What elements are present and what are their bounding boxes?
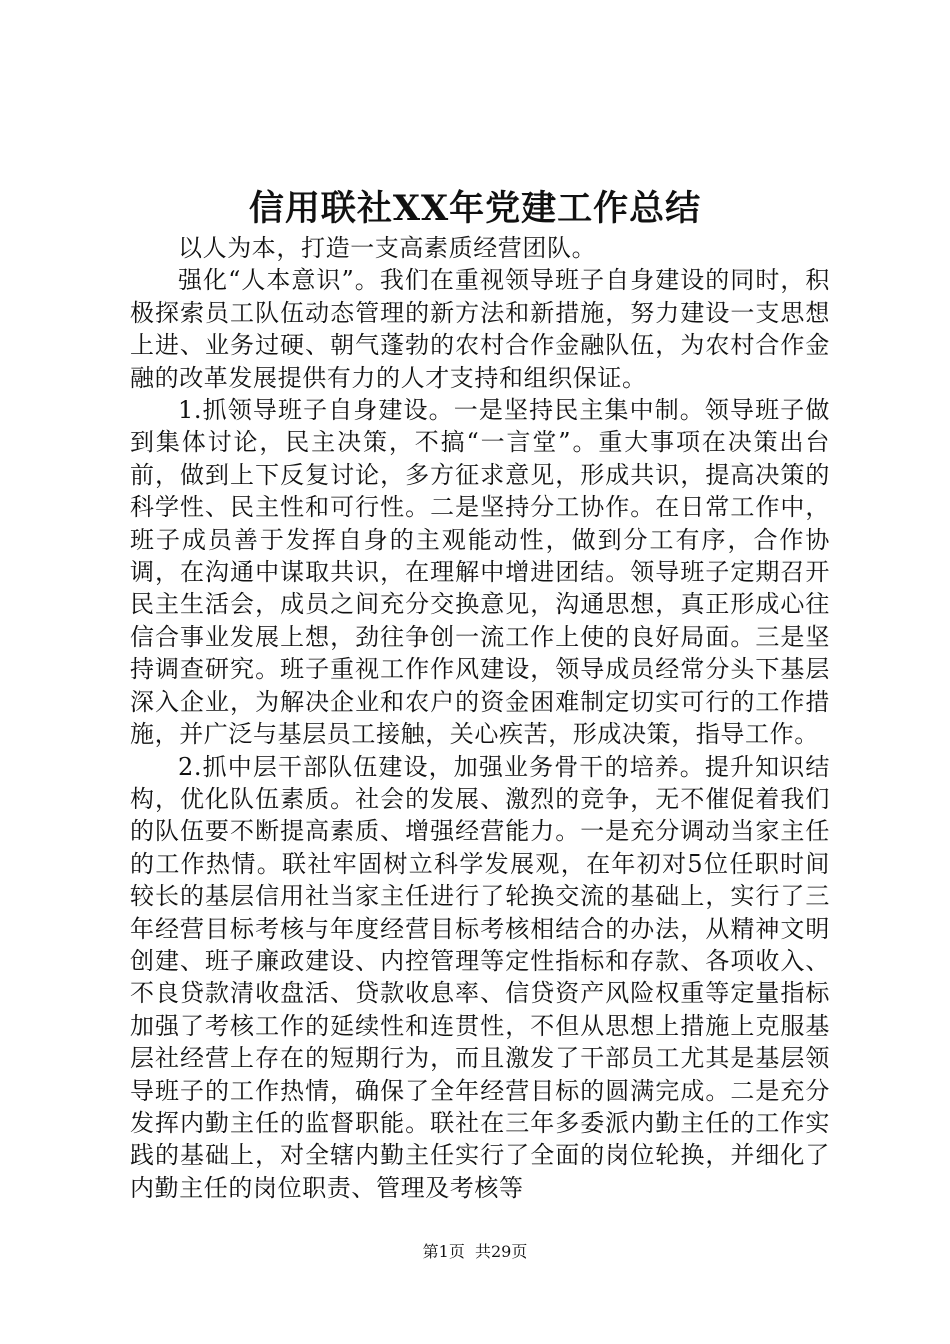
paragraph-3: 1.抓领导班子自身建设。一是坚持民主集中制。领导班子做到集体讨论，民主决策，不搞“一言堂”。重大事项在决策出台前，做到上下反复讨论，多方征求意见，形成共识，提高决策的科学性、民主性和可行性。二是坚持分工协作。在日常工作中，班子成员善于发挥自身的主观能动性，做到分工有序，合作协调，在沟通中谋取共识，在理解中增进团结。领导班子定期召开民主生活会，成员之间充分交换意见，沟通思想，真正形成心往信合事业发展上想，劲往争创一流工作上使的良好局面。三是坚持调查研究。班子重视工作作风建设，领导成员经常分头下基层深入企业，为解决企业和农户的资金困难制定切实可行的工作措施，并广泛与基层员工接触，关心疾苦，形成决策，指导工作。: [130, 396, 830, 749]
document-body: [130, 232, 830, 1204]
paragraph-2: 强化“人本意识”。我们在重视领导班子自身建设的同时，积极探索员工队伍动态管理的新方法和新措施，努力建设一支思想上进、业务过硬、朝气蓬勃的农村合作金融队伍，为农村合作金融的改革发展提供有力的人才支持和组织保证。: [130, 266, 830, 392]
page-number-footer: 第1页 共29页: [422, 1242, 528, 1261]
paragraph-4: 2.抓中层干部队伍建设，加强业务骨干的培养。提升知识结构，优化队伍素质。社会的发展、激烈的竞争，无不催促着我们的队伍要不断提高素质、增强经营能力。一是充分调动当家主任的工作热情。联社牢固树立科学发展观，在年初对5位任职时间较长的基层信用社当家主任进行了轮换交流的基础上，实行了三年经营目标考核与年度经营目标考核相结合的办法，从精神文明创建、班子廉政建设、内控管理等定性指标和存款、各项收入、不良贷款清收盘活、贷款收息率、信贷资产风险权重等定量指标加强了考核工作的延续性和连贯性，不但从思想上措施上克服基层社经营上存在的短期行为，而且激发了干部员工尤其是基层领导班子的工作热情，确保了全年经营目标的圆满完成。二是充分发挥内勤主任的监督职能。联社在三年多委派内勤主任的工作实践的基础上，对全辖内勤主任实行了全面的岗位轮换，并细化了内勤主任的岗位职责、管理及考核等: [130, 752, 830, 1202]
document-title: 信用联社XX年党建工作总结: [248, 188, 702, 229]
paragraph-1: 以人为本，打造一支高素质经营团队。: [178, 234, 597, 262]
